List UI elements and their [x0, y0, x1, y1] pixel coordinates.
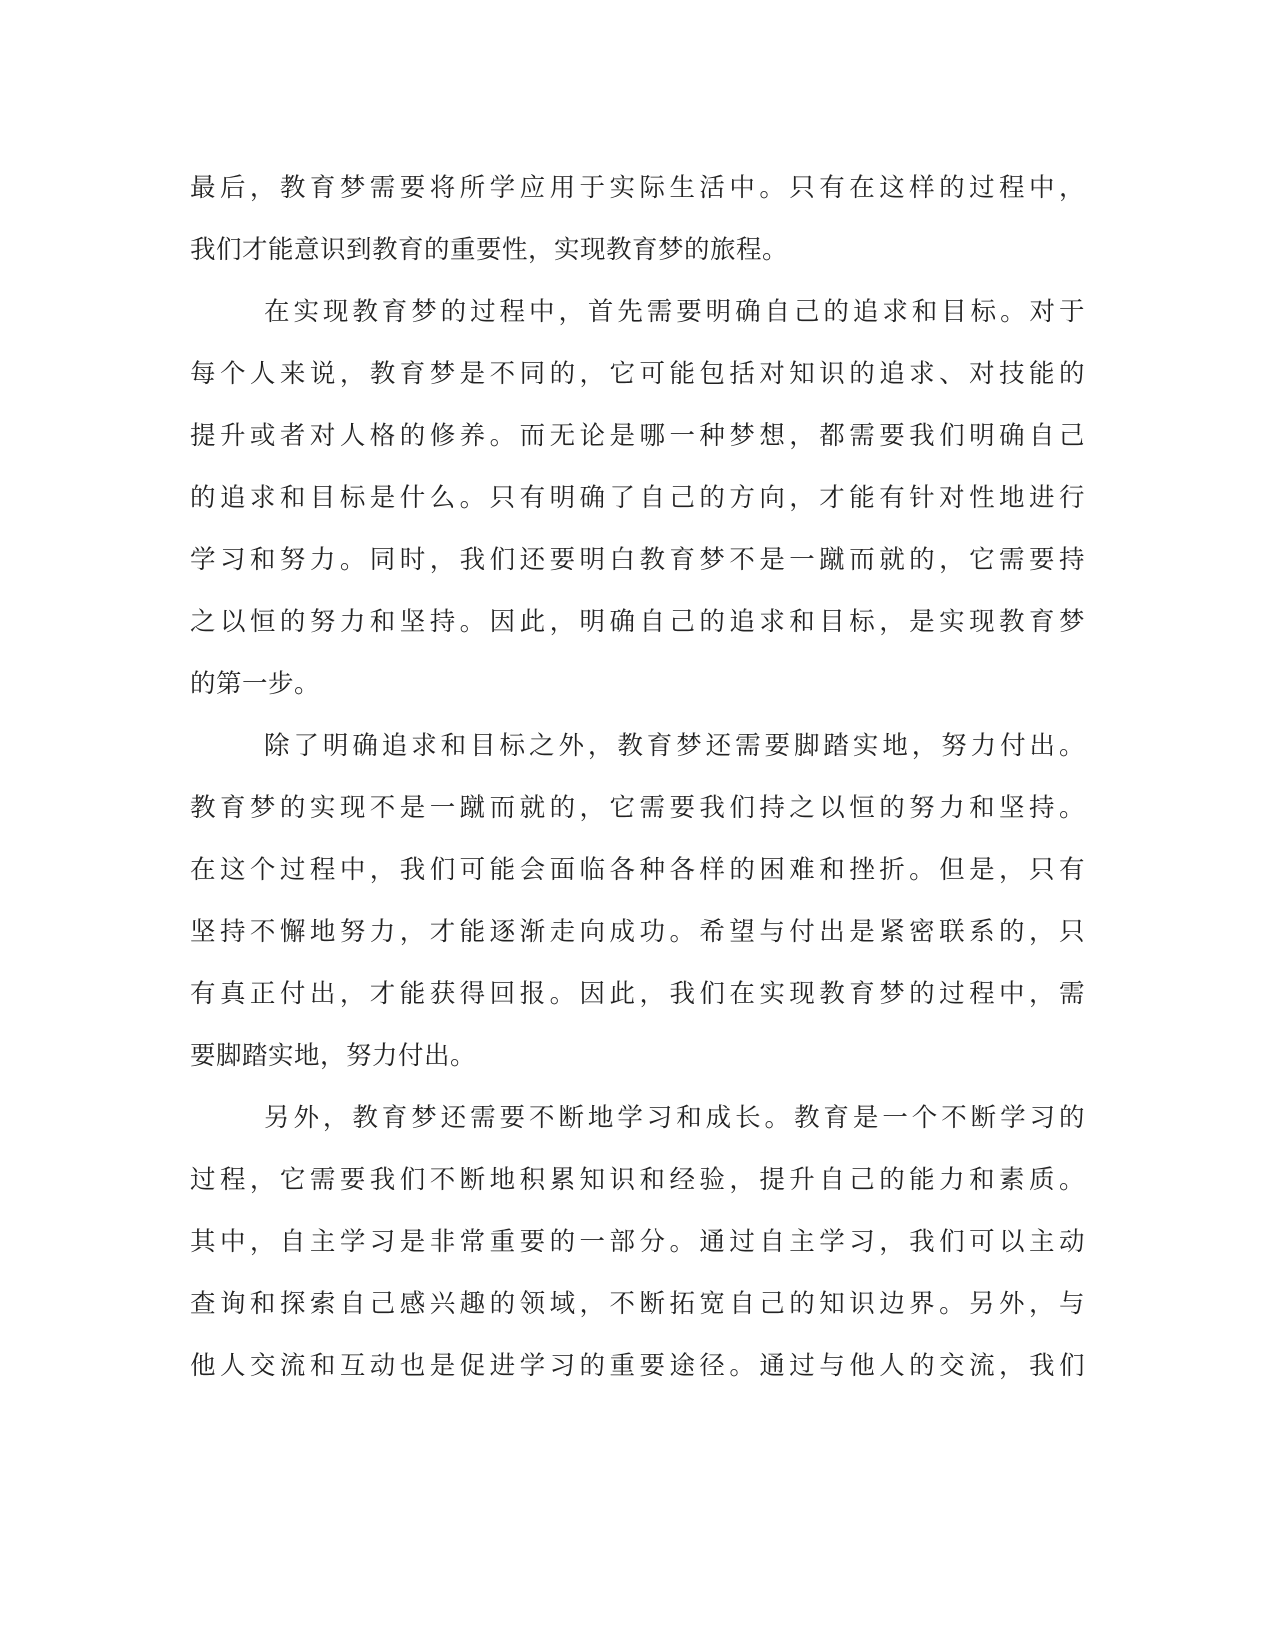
paragraph-1-line-1: 最后，教育梦需要将所学应用于实际生活中。只有在这样的过程中， — [190, 173, 1085, 203]
document-body — [190, 157, 1085, 1397]
paragraph-3-line-1: 除了明确追求和目标之外，教育梦还需要脚踏实地，努力付出。 — [264, 731, 1085, 761]
paragraph-1-line-2: 我们才能意识到教育的重要性，实现教育梦的旅程。 — [190, 235, 789, 265]
paragraph-2-line-1: 在实现教育梦的过程中，首先需要明确自己的追求和目标。对于 — [264, 297, 1085, 327]
paragraph-2-line-3: 提升或者对人格的修养。而无论是哪一种梦想，都需要我们明确自己 — [190, 421, 1085, 451]
paragraph-3-line-4: 坚持不懈地努力，才能逐渐走向成功。希望与付出是紧密联系的，只 — [190, 917, 1085, 947]
paragraph-3-line-6: 要脚踏实地，努力付出。 — [190, 1041, 477, 1071]
paragraph-2-line-5: 学习和努力。同时，我们还要明白教育梦不是一蹴而就的，它需要持 — [190, 545, 1085, 575]
paragraph-2-line-6: 之以恒的努力和坚持。因此，明确自己的追求和目标，是实现教育梦 — [190, 607, 1085, 637]
paragraph-2-line-7: 的第一步。 — [190, 669, 321, 699]
paragraph-4-line-3: 其中，自主学习是非常重要的一部分。通过自主学习，我们可以主动 — [190, 1227, 1085, 1257]
paragraph-4-line-5: 他人交流和互动也是促进学习的重要途径。通过与他人的交流，我们 — [190, 1351, 1085, 1381]
paragraph-3-line-3: 在这个过程中，我们可能会面临各种各样的困难和挫折。但是，只有 — [190, 855, 1085, 885]
paragraph-3-line-5: 有真正付出，才能获得回报。因此，我们在实现教育梦的过程中，需 — [190, 979, 1085, 1009]
paragraph-4-line-4: 查询和探索自己感兴趣的领域，不断拓宽自己的知识边界。另外，与 — [190, 1289, 1085, 1319]
paragraph-2-line-2: 每个人来说，教育梦是不同的，它可能包括对知识的追求、对技能的 — [190, 359, 1085, 389]
paragraph-2-line-4: 的追求和目标是什么。只有明确了自己的方向，才能有针对性地进行 — [190, 483, 1085, 513]
paragraph-3-line-2: 教育梦的实现不是一蹴而就的，它需要我们持之以恒的努力和坚持。 — [190, 793, 1085, 823]
paragraph-4-line-2: 过程，它需要我们不断地积累知识和经验，提升自己的能力和素质。 — [190, 1165, 1085, 1195]
paragraph-4-line-1: 另外，教育梦还需要不断地学习和成长。教育是一个不断学习的 — [264, 1103, 1085, 1133]
